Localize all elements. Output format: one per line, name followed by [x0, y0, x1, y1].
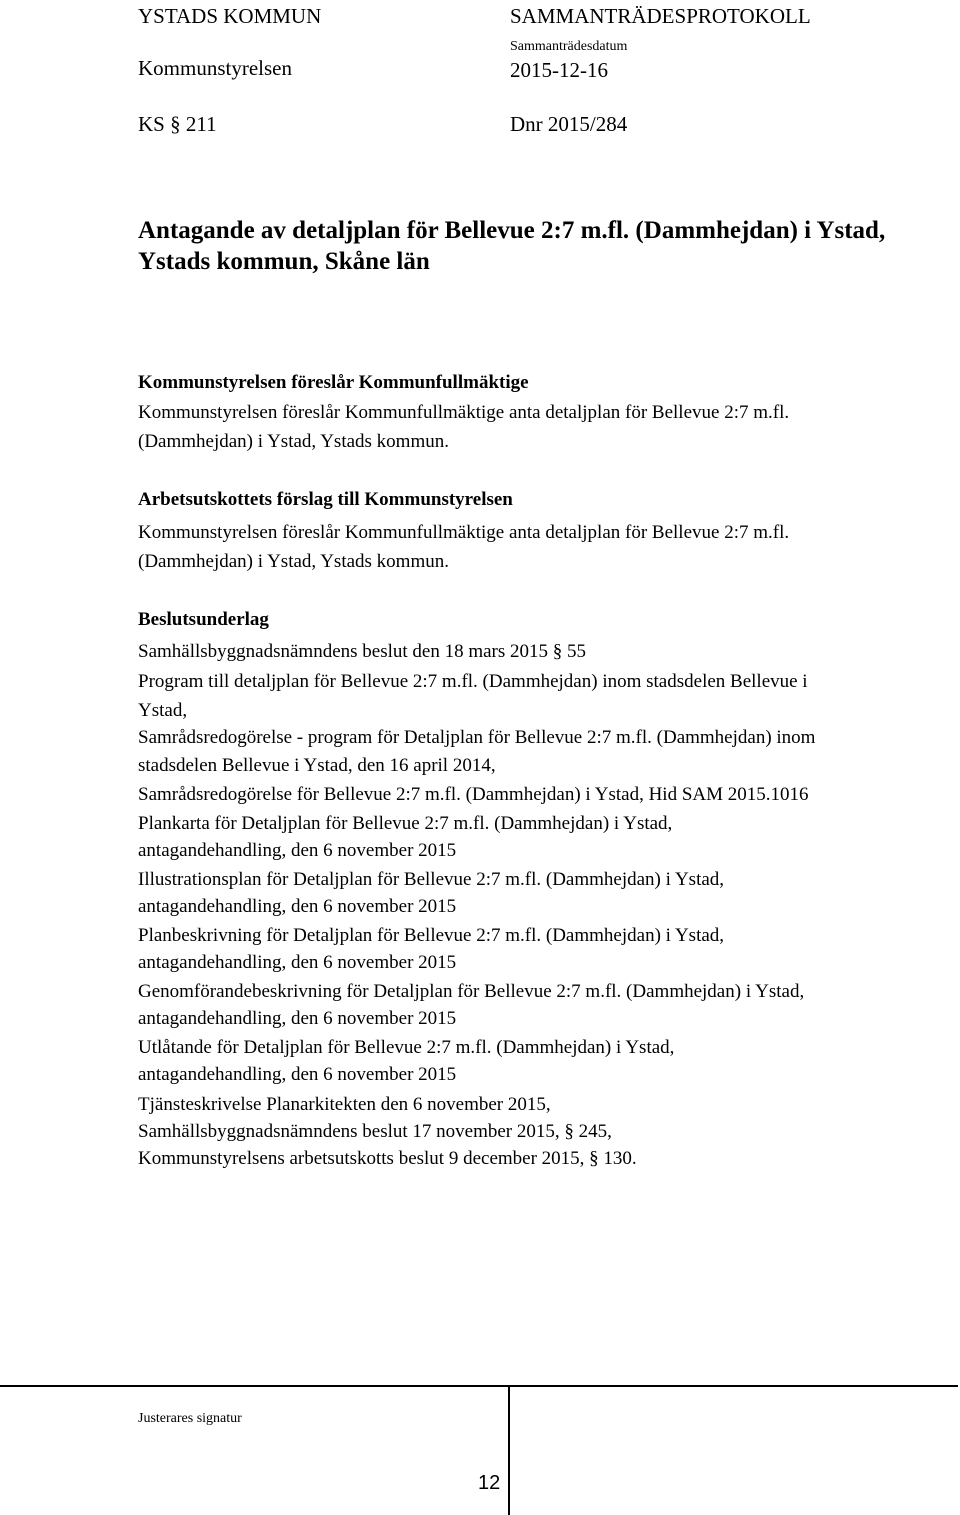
list-item: antagandehandling, den 6 november 2015: [138, 896, 457, 917]
proposal-text-2: (Dammhejdan) i Ystad, Ystads kommun.: [138, 431, 449, 452]
list-item: Ystad,: [138, 700, 188, 721]
municipality-name: YSTADS KOMMUN: [138, 4, 322, 28]
list-item: Samhällsbyggnadsnämndens beslut 17 november 2015, § 245,: [138, 1121, 612, 1142]
list-item: Samhällsbyggnadsnämndens beslut den 18 mars 2015 § 55: [138, 641, 587, 662]
list-item: Tjänsteskrivelse Planarkitekten den 6 november 2015,: [138, 1094, 551, 1115]
au-heading: Arbetsutskottets förslag till Kommunstyrelsen: [138, 489, 513, 510]
dnr-number: Dnr 2015/284: [510, 112, 628, 136]
page-number: 12: [478, 1472, 501, 1494]
list-item: Illustrationsplan för Detaljplan för Bellevue 2:7 m.fl. (Dammhejdan) i Ystad,: [138, 869, 725, 890]
list-item: Kommunstyrelsens arbetsutskotts beslut 9 december 2015, § 130.: [138, 1148, 637, 1169]
title-line-1: Antagande av detaljplan för Bellevue 2:7 m.fl. (Dammhejdan) i Ystad,: [138, 217, 886, 244]
basis-heading: Beslutsunderlag: [138, 609, 269, 630]
signature-label: Justerares signatur: [138, 1411, 242, 1426]
list-item: Samrådsredogörelse för Bellevue 2:7 m.fl. (Dammhejdan) i Ystad, Hid SAM 2015.1016: [138, 784, 809, 805]
case-number: KS § 211: [138, 112, 217, 136]
list-item: Program till detaljplan för Bellevue 2:7 m.fl. (Dammhejdan) inom stadsdelen Bellevue i: [138, 671, 808, 692]
list-item: Samrådsredogörelse - program för Detaljplan för Bellevue 2:7 m.fl. (Dammhejdan) inom: [138, 727, 816, 748]
meeting-date: 2015-12-16: [510, 58, 608, 82]
list-item: antagandehandling, den 6 november 2015: [138, 952, 457, 973]
date-label: Sammanträdesdatum: [510, 39, 628, 54]
page-number-divider: [508, 1385, 510, 1515]
list-item: Planbeskrivning för Detaljplan för Bellevue 2:7 m.fl. (Dammhejdan) i Ystad,: [138, 925, 725, 946]
au-text-1: Kommunstyrelsen föreslår Kommunfullmäktige anta detaljplan för Bellevue 2:7 m.fl.: [138, 522, 790, 543]
list-item: antagandehandling, den 6 november 2015: [138, 1064, 457, 1085]
list-item: antagandehandling, den 6 november 2015: [138, 1008, 457, 1029]
title-line-2: Ystads kommun, Skåne län: [138, 248, 430, 275]
signature-rule: [0, 1385, 958, 1387]
page-title: [138, 215, 885, 277]
list-item: Plankarta för Detaljplan för Bellevue 2:7 m.fl. (Dammhejdan) i Ystad,: [138, 813, 673, 834]
committee-name: Kommunstyrelsen: [138, 56, 292, 80]
proposal-text-1: Kommunstyrelsen föreslår Kommunfullmäktige anta detaljplan för Bellevue 2:7 m.fl.: [138, 402, 790, 423]
list-item: Genomförandebeskrivning för Detaljplan för Bellevue 2:7 m.fl. (Dammhejdan) i Ystad,: [138, 981, 805, 1002]
document-type: SAMMANTRÄDESPROTOKOLL: [510, 4, 811, 28]
list-item: Utlåtande för Detaljplan för Bellevue 2:7 m.fl. (Dammhejdan) i Ystad,: [138, 1037, 675, 1058]
proposal-heading: Kommunstyrelsen föreslår Kommunfullmäktige: [138, 372, 529, 393]
au-text-2: (Dammhejdan) i Ystad, Ystads kommun.: [138, 551, 449, 572]
list-item: antagandehandling, den 6 november 2015: [138, 840, 457, 861]
list-item: stadsdelen Bellevue i Ystad, den 16 april 2014,: [138, 755, 496, 776]
